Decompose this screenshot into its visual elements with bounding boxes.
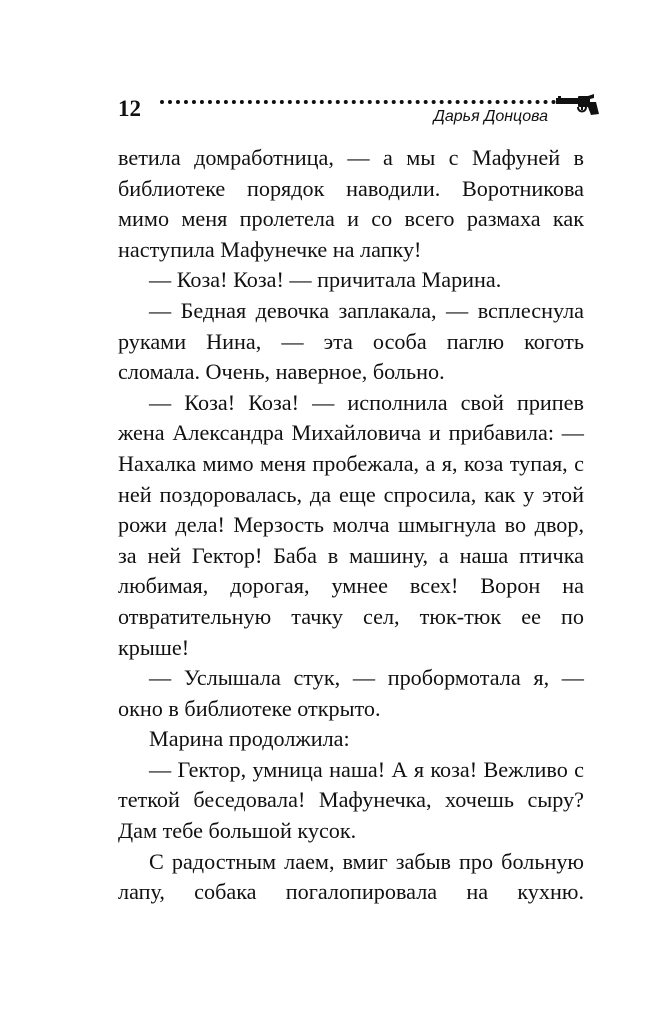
- revolver-icon: [556, 94, 600, 116]
- paragraph: С радостным лаем, вмиг забыв про больную лапу, собака погалопировала на кухню.: [118, 848, 584, 905]
- paragraph: ветила домработница, — а мы с Мафуней в библиотеке порядок наводили. Воротникова мимо меня пролетела и со всего размаха как наступила Мафунечке на лапку!: [118, 145, 584, 262]
- body-text: [118, 143, 584, 908]
- dotted-leader: [160, 100, 556, 104]
- paragraph: — Коза! Коза! — причитала Марина.: [149, 267, 502, 293]
- paragraph: Марина продолжила:: [149, 726, 350, 752]
- paragraph: — Услышала стук, — пробормотала я, — окно в библиотеке открыто.: [118, 665, 584, 721]
- running-header: [118, 92, 600, 132]
- paragraph: — Гектор, умница наша! А я коза! Вежливо с теткой беседовала! Мафунечка, хочешь сыру? Дам тебе большой кусок.: [118, 756, 584, 844]
- page-number: 12: [118, 96, 141, 121]
- author-name: Дарья Донцова: [433, 108, 548, 125]
- paragraph: — Коза! Коза! — исполнила свой припев жена Александра Михайловича и прибавила: — Нахалка мимо меня пробежала, а я, коза тупая, с ней поздоровалась, да еще спросила, как у этой рожи дела! Мерзость молча шмыгнула во двор, за ней Гектор! Баба в машину, а наша птичка любимая, дорогая, умнее всех! Ворон на отвратительную тачку сел, тюк-тюк ее по крыше!: [118, 389, 584, 660]
- paragraph: — Бедная девочка заплакала, — всплеснула руками Нина, — эта особа паглю коготь сломала. Очень, наверное, больно.: [118, 297, 584, 385]
